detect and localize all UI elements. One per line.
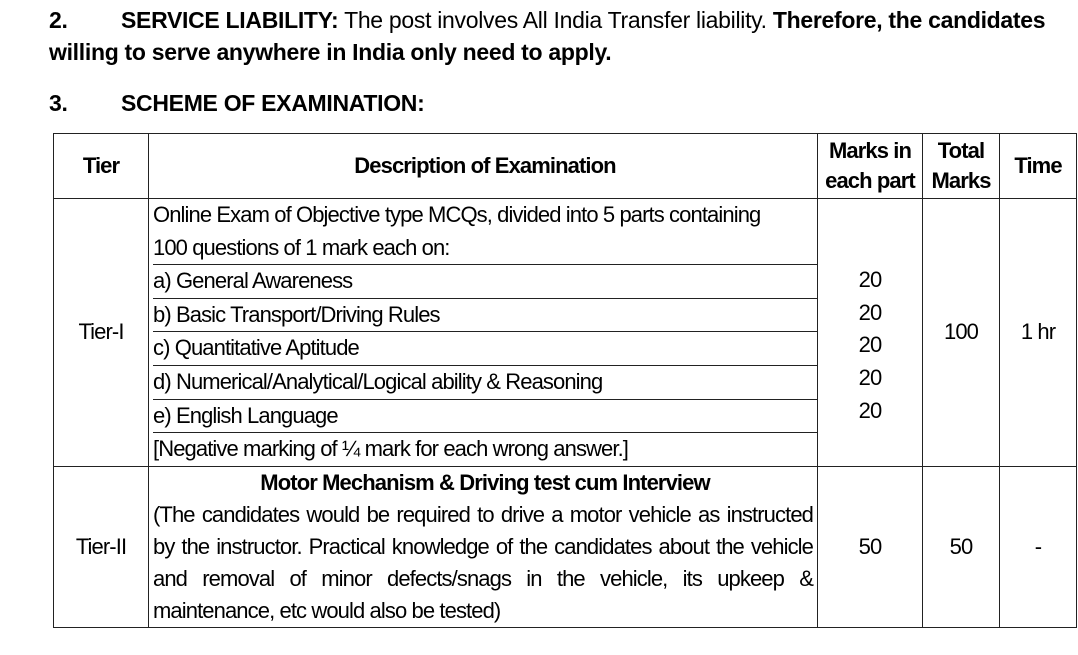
header-marks-each-line2: each part bbox=[825, 168, 915, 193]
tier-2-time: - bbox=[1000, 466, 1077, 627]
header-description: Description of Examination bbox=[149, 134, 818, 199]
tier-2-description bbox=[149, 466, 818, 627]
tier-1-label: Tier-I bbox=[54, 199, 149, 467]
tier-1-part-e: e) English Language bbox=[153, 399, 817, 433]
tier-1-intro-line2: 100 questions of 1 mark each on: bbox=[153, 234, 450, 260]
tier-1-marks-d: 20 bbox=[858, 364, 882, 390]
header-marks-each bbox=[818, 134, 923, 199]
section-2-number: 2. bbox=[49, 7, 68, 33]
tier-1-note: [Negative marking of ¼ mark for each wrong answer.] bbox=[153, 432, 817, 466]
tier-1-part-a: a) General Awareness bbox=[153, 264, 817, 298]
tier-1-part-c: c) Quantitative Aptitude bbox=[153, 331, 817, 365]
tier-1-marks-b: 20 bbox=[858, 299, 882, 325]
tier-2-row bbox=[54, 466, 1077, 627]
header-total-line1: Total bbox=[937, 138, 985, 163]
header-row bbox=[54, 134, 1077, 199]
tier-1-part-b: b) Basic Transport/Driving Rules bbox=[153, 298, 817, 332]
header-total-line2: Marks bbox=[931, 168, 991, 193]
exam-scheme-table bbox=[53, 133, 1077, 628]
tier-2-label: Tier-II bbox=[54, 466, 149, 627]
tier-1-intro-line1: Online Exam of Objective type MCQs, divided into 5 parts containing bbox=[153, 202, 761, 227]
section-2-emphasis: Therefore, the candidates willing to serve anywhere in India only need to apply. bbox=[49, 7, 1046, 65]
header-time: Time bbox=[1000, 134, 1077, 199]
tier-1-marks-column bbox=[818, 199, 923, 467]
tier-1-marks-c: 20 bbox=[858, 332, 882, 358]
header-marks-each-line1: Marks in bbox=[828, 138, 912, 163]
tier-1-description bbox=[149, 199, 818, 467]
section-2-text: The post involves All India Transfer liability. bbox=[338, 7, 773, 33]
tier-1-marks-e: 20 bbox=[858, 397, 882, 423]
tier-1-row bbox=[54, 199, 1077, 467]
section-2-label: SERVICE LIABILITY: bbox=[121, 7, 339, 33]
header-total bbox=[923, 134, 1000, 199]
tier-1-part-d: d) Numerical/Analytical/Logical ability & Reasoning bbox=[153, 365, 817, 399]
section-3-title: SCHEME OF EXAMINATION: bbox=[121, 90, 425, 116]
section-2-paragraph bbox=[49, 4, 1074, 68]
section-3-heading bbox=[49, 90, 424, 117]
tier-2-text: (The candidates would be required to drive a motor vehicle as instructed by the instructor. Practical knowledge of the candidates about the vehicle and removal of minor defects/snags in the vehicle, its upkeep & maintenance, etc would also be tested) bbox=[153, 501, 813, 623]
section-3-number: 3. bbox=[49, 90, 68, 116]
tier-1-marks-a: 20 bbox=[858, 267, 882, 293]
tier-2-title: Motor Mechanism & Driving test cum Interview bbox=[260, 469, 710, 495]
tier-2-marks: 50 bbox=[818, 466, 923, 627]
tier-1-total: 100 bbox=[923, 199, 1000, 467]
tier-2-total: 50 bbox=[923, 466, 1000, 627]
header-tier: Tier bbox=[54, 134, 149, 199]
tier-1-time: 1 hr bbox=[1000, 199, 1077, 467]
